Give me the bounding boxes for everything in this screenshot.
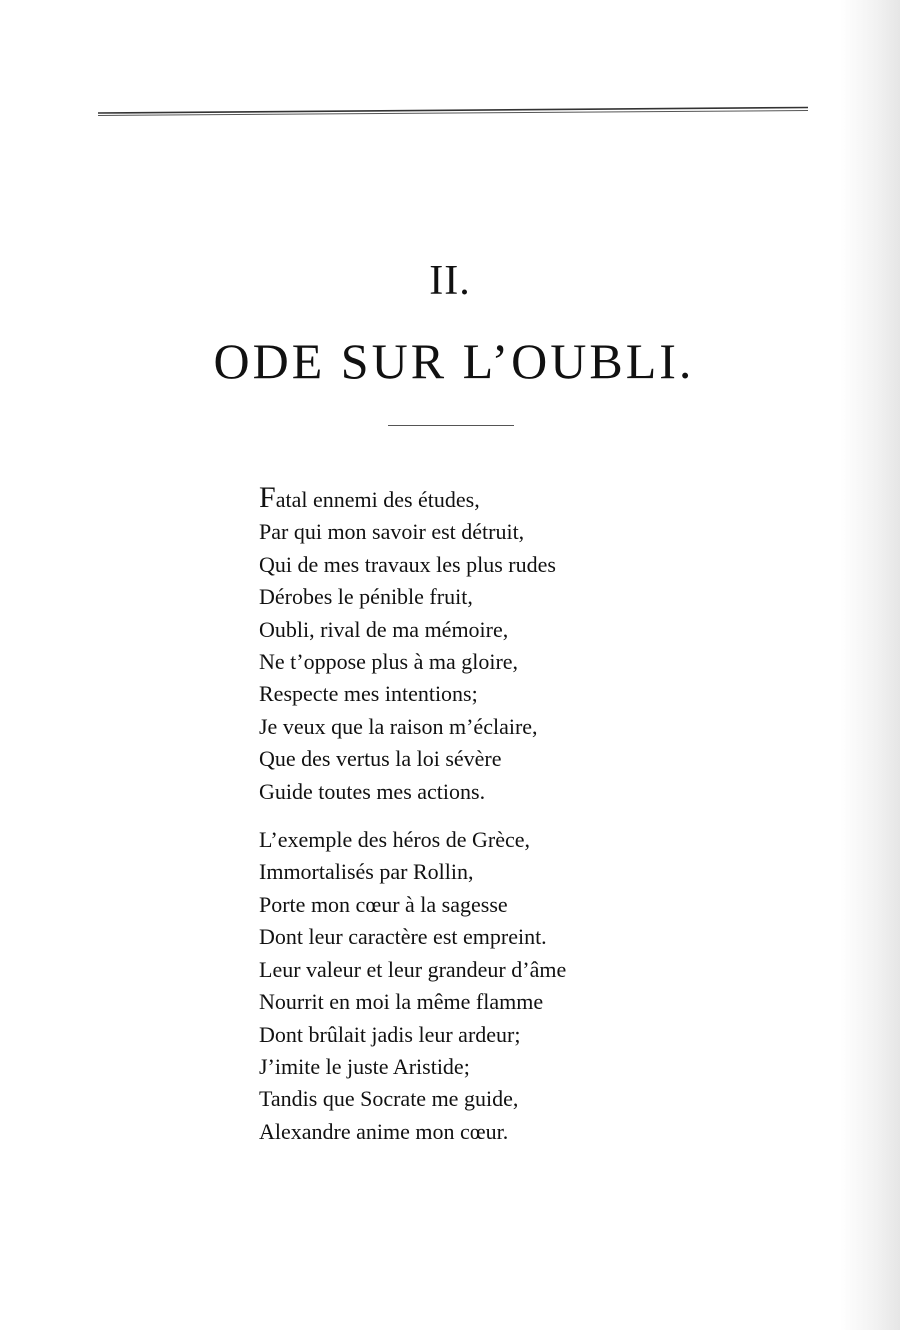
poem-line: Respecte mes intentions; xyxy=(259,681,478,707)
poem-line: Ne t’oppose plus à ma gloire, xyxy=(259,649,519,675)
stanza-1 xyxy=(259,482,679,808)
poem-line xyxy=(259,482,679,516)
chapter-title: ODE SUR L’OUBLI. xyxy=(213,333,695,389)
drop-cap: F xyxy=(259,481,276,514)
poem-line: Immortalisés par Rollin, xyxy=(259,859,474,885)
poem-line: Dérobes le pénible fruit, xyxy=(259,584,473,610)
title-divider xyxy=(388,425,514,426)
poem-line: Dont brûlait jadis leur ardeur; xyxy=(259,1021,521,1047)
poem-line: Tandis que Socrate me guide, xyxy=(259,1086,519,1112)
poem-line: Qui de mes travaux les plus rudes xyxy=(259,551,556,577)
poem-line: Par qui mon savoir est détruit, xyxy=(259,519,525,545)
poem-line: Guide toutes mes actions. xyxy=(259,778,486,804)
poem-line: Alexandre anime mon cœur. xyxy=(259,1118,509,1144)
poem-line: Oubli, rival de ma mémoire, xyxy=(259,616,509,642)
chapter-number: II. xyxy=(429,258,471,304)
poem-line-rest: atal ennemi des études, xyxy=(275,487,480,512)
poem-line: Porte mon cœur à la sagesse xyxy=(259,891,508,917)
poem xyxy=(259,482,679,1148)
top-double-rule xyxy=(98,106,808,116)
stanza-2 xyxy=(259,824,679,1148)
poem-line: L’exemple des héros de Grèce, xyxy=(259,827,531,853)
poem-line: Nourrit en moi la même flamme xyxy=(259,989,544,1015)
poem-line: Je veux que la raison m’éclaire, xyxy=(259,713,538,739)
poem-line: Dont leur caractère est empreint. xyxy=(259,924,547,950)
poem-line: Leur valeur et leur grandeur d’âme xyxy=(259,956,567,982)
page-edge-shadow xyxy=(840,0,900,1330)
poem-line: J’imite le juste Aristide; xyxy=(259,1053,470,1079)
poem-line: Que des vertus la loi sévère xyxy=(259,746,502,772)
